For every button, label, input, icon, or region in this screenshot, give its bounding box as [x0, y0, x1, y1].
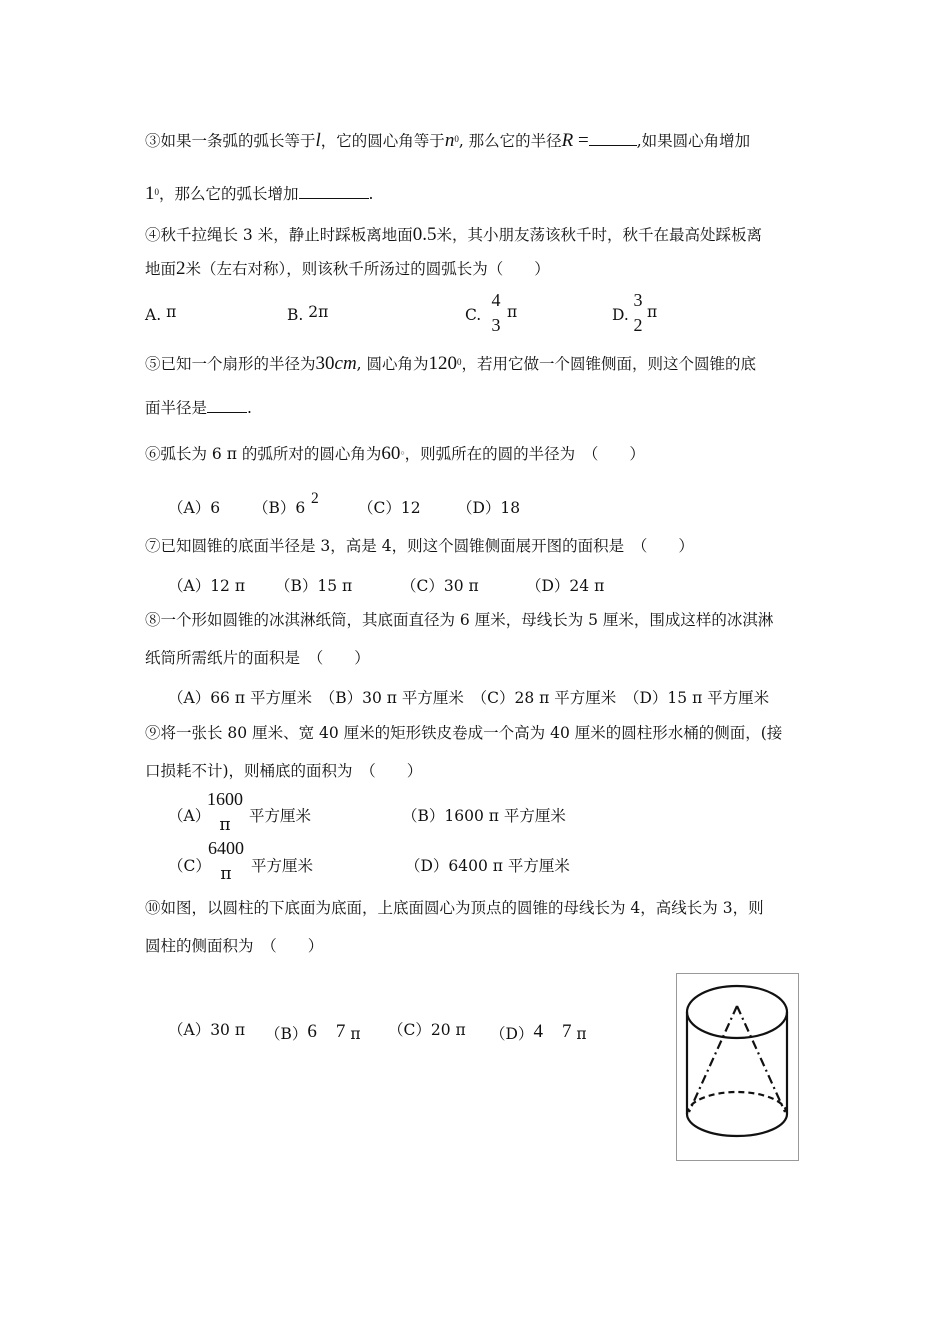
cylinder-bottom-front-arc [687, 1114, 787, 1136]
q10-option-d-value: 4 7 [533, 1021, 572, 1042]
q10-option-b-label: （B） [265, 1025, 308, 1043]
q9-option-a: （A） [168, 807, 211, 825]
q5-text-4: 面半径是 [145, 399, 208, 417]
q6-text-1: ⑥弧长为 6 π 的弧所对的圆心角为 [145, 445, 382, 463]
q4-option-a-value: π [166, 303, 177, 321]
q7-option-a: （A）12 π [168, 577, 246, 595]
q9-option-c-unit: 平方厘米 [251, 857, 314, 875]
q3-degree: 0 [454, 134, 459, 144]
cylinder-top-ellipse [687, 986, 787, 1038]
q7-option-b: （B）15 π [275, 577, 353, 595]
q3-degree-2: 0 [154, 187, 159, 197]
question-10-line-2: 圆柱的侧面积为 （ ） [145, 937, 324, 955]
cylinder-bottom-back-arc [687, 1092, 787, 1114]
question-8-line-1: ⑧一个形如圆锥的冰淇淋纸筒，其底面直径为 6 厘米，母线长为 5 厘米，围成这样的冰淇淋 [145, 611, 774, 629]
q5-num-1: 30 [315, 353, 335, 374]
question-4-line-2 [145, 259, 550, 279]
q3-blank-radius [589, 131, 637, 146]
q6-option-b [253, 496, 305, 518]
q4-text-1: ④秋千拉绳长 3 米，静止时踩板离地面 [145, 226, 413, 244]
q3-text-5: ，那么它的弧长增加 [159, 185, 299, 203]
q10-option-a: （A）30 π [168, 1021, 246, 1039]
question-5-line-2 [145, 398, 252, 418]
q5-num-2: 120 [428, 353, 458, 374]
q8-options: （A）66 π 平方厘米 （B）30 π 平方厘米 （C）28 π 平方厘米 （D）15 π 平方厘米 [168, 689, 770, 707]
question-3-line-1 [145, 131, 750, 153]
q5-degree: 0 [457, 357, 462, 367]
q6-text-2: ，则弧所在的圆的半径为 （ ） [404, 445, 645, 463]
q5-text-3: ，若用它做一个圆锥侧面，则这个圆锥的底 [461, 355, 757, 373]
q4-option-d-denominator: 2 [633, 315, 643, 335]
q4-option-d-pi: π [647, 303, 658, 321]
q3-text-2: ，它的圆心角等于 [320, 132, 445, 150]
q4-option-d-numerator: 3 [633, 290, 643, 310]
q4-option-c [465, 306, 481, 324]
q6-num: 60 [381, 443, 401, 464]
q3-equals: = [573, 130, 589, 151]
q10-option-b [265, 1018, 361, 1045]
q9-option-c-numerator: 6400 [208, 838, 244, 858]
q4-option-c-denominator: 3 [491, 315, 501, 335]
q3-var-R: R [561, 130, 574, 151]
q10-option-d [490, 1018, 587, 1045]
q9-option-b: （B）1600 π 平方厘米 [402, 807, 566, 825]
cone-right-generatrix [737, 1006, 785, 1112]
question-3-line-2 [145, 184, 373, 206]
q10-option-d-label: （D） [490, 1025, 534, 1043]
q3-blank-arc [299, 184, 369, 199]
q4-num-2: 2 [176, 258, 186, 279]
question-9-line-1: ⑨将一张长 80 厘米、宽 40 厘米的矩形铁皮卷成一个高为 40 厘米的圆柱形水桶的侧面，(接 [145, 724, 783, 742]
q4-num-1: 0.5 [412, 224, 437, 245]
q6-option-a: （A）6 [168, 499, 221, 517]
q4-option-c-numerator: 4 [491, 290, 501, 310]
q9-option-d: （D）6400 π 平方厘米 [405, 857, 570, 875]
q10-option-b-value: 6 7 [307, 1021, 346, 1042]
q6-option-b-label: （B）6 [253, 499, 306, 517]
q4-option-b-label: B. [287, 306, 304, 324]
q3-text-3: , 那么它的半径 [458, 132, 562, 150]
q4-option-d-label: D. [612, 306, 629, 324]
q4-option-c-pi: π [507, 303, 518, 321]
cylinder-cone-drawing [677, 974, 798, 1160]
q9-option-a-denominator: π [219, 815, 231, 835]
q7-option-d: （D）24 π [526, 577, 605, 595]
question-5-line-1 [145, 354, 756, 376]
q5-text-2: , 圆心角为 [356, 355, 429, 373]
q3-text-1: ③如果一条弧的弧长等于 [145, 132, 316, 150]
q4-text-3: 地面 [145, 260, 177, 278]
q9-option-a-numerator: 1600 [207, 789, 243, 809]
q5-period: . [247, 399, 252, 417]
question-8-line-2: 纸筒所需纸片的面积是 （ ） [145, 649, 370, 667]
q5-text-1: ⑤已知一个扇形的半径为 [145, 355, 316, 373]
q9-option-c: （C） [168, 857, 211, 875]
question-4-line-1 [145, 225, 762, 245]
q3-var-l: l [315, 130, 321, 151]
q4-option-a [145, 303, 177, 324]
q9-option-a-unit: 平方厘米 [249, 807, 312, 825]
question-9-line-2: 口损耗不计)，则桶底的面积为 （ ） [145, 762, 423, 780]
q4-text-4: 米（左右对称），则该秋千所汤过的圆弧长为（ ） [185, 260, 550, 278]
q10-option-d-pi: π [571, 1025, 587, 1043]
question-10-line-1: ⑩如图，以圆柱的下底面为底面，上底面圆心为顶点的圆锥的母线长为 4，高线长为 3，则 [145, 899, 764, 917]
q4-option-a-label: A. [145, 306, 162, 324]
q4-option-b-value: 2π [308, 303, 329, 321]
q3-one: 1 [145, 183, 155, 204]
q5-unit: cm [334, 353, 357, 374]
question-7-text: ⑦已知圆锥的底面半径是 3，高是 4，则这个圆锥侧面展开图的面积是 （ ） [145, 537, 694, 555]
q4-text-2: 米，其小朋友荡该秋千时，秋千在最高处踩板离 [436, 226, 762, 244]
question-6-line-1 [145, 444, 645, 467]
q6-option-d: （D）18 [457, 499, 521, 517]
cone-left-generatrix [689, 1006, 737, 1112]
q6-option-c: （C）12 [358, 499, 421, 517]
q6-degree: ○ [400, 449, 405, 457]
q3-var-n: n [444, 130, 455, 151]
q4-option-c-label: C. [465, 306, 482, 324]
cylinder-cone-figure [676, 973, 799, 1161]
q6-option-b-root: 2 [311, 490, 319, 507]
q10-option-b-pi: π [345, 1025, 361, 1043]
q10-option-c: （C）20 π [388, 1021, 466, 1039]
q5-blank [207, 398, 247, 413]
q7-option-c: （C）30 π [401, 577, 479, 595]
q3-text-4: ,如果圆心角增加 [636, 132, 751, 150]
q9-option-c-denominator: π [220, 864, 232, 884]
q4-option-d [612, 306, 629, 324]
q3-period: . [368, 185, 374, 203]
q4-option-b [287, 303, 329, 324]
